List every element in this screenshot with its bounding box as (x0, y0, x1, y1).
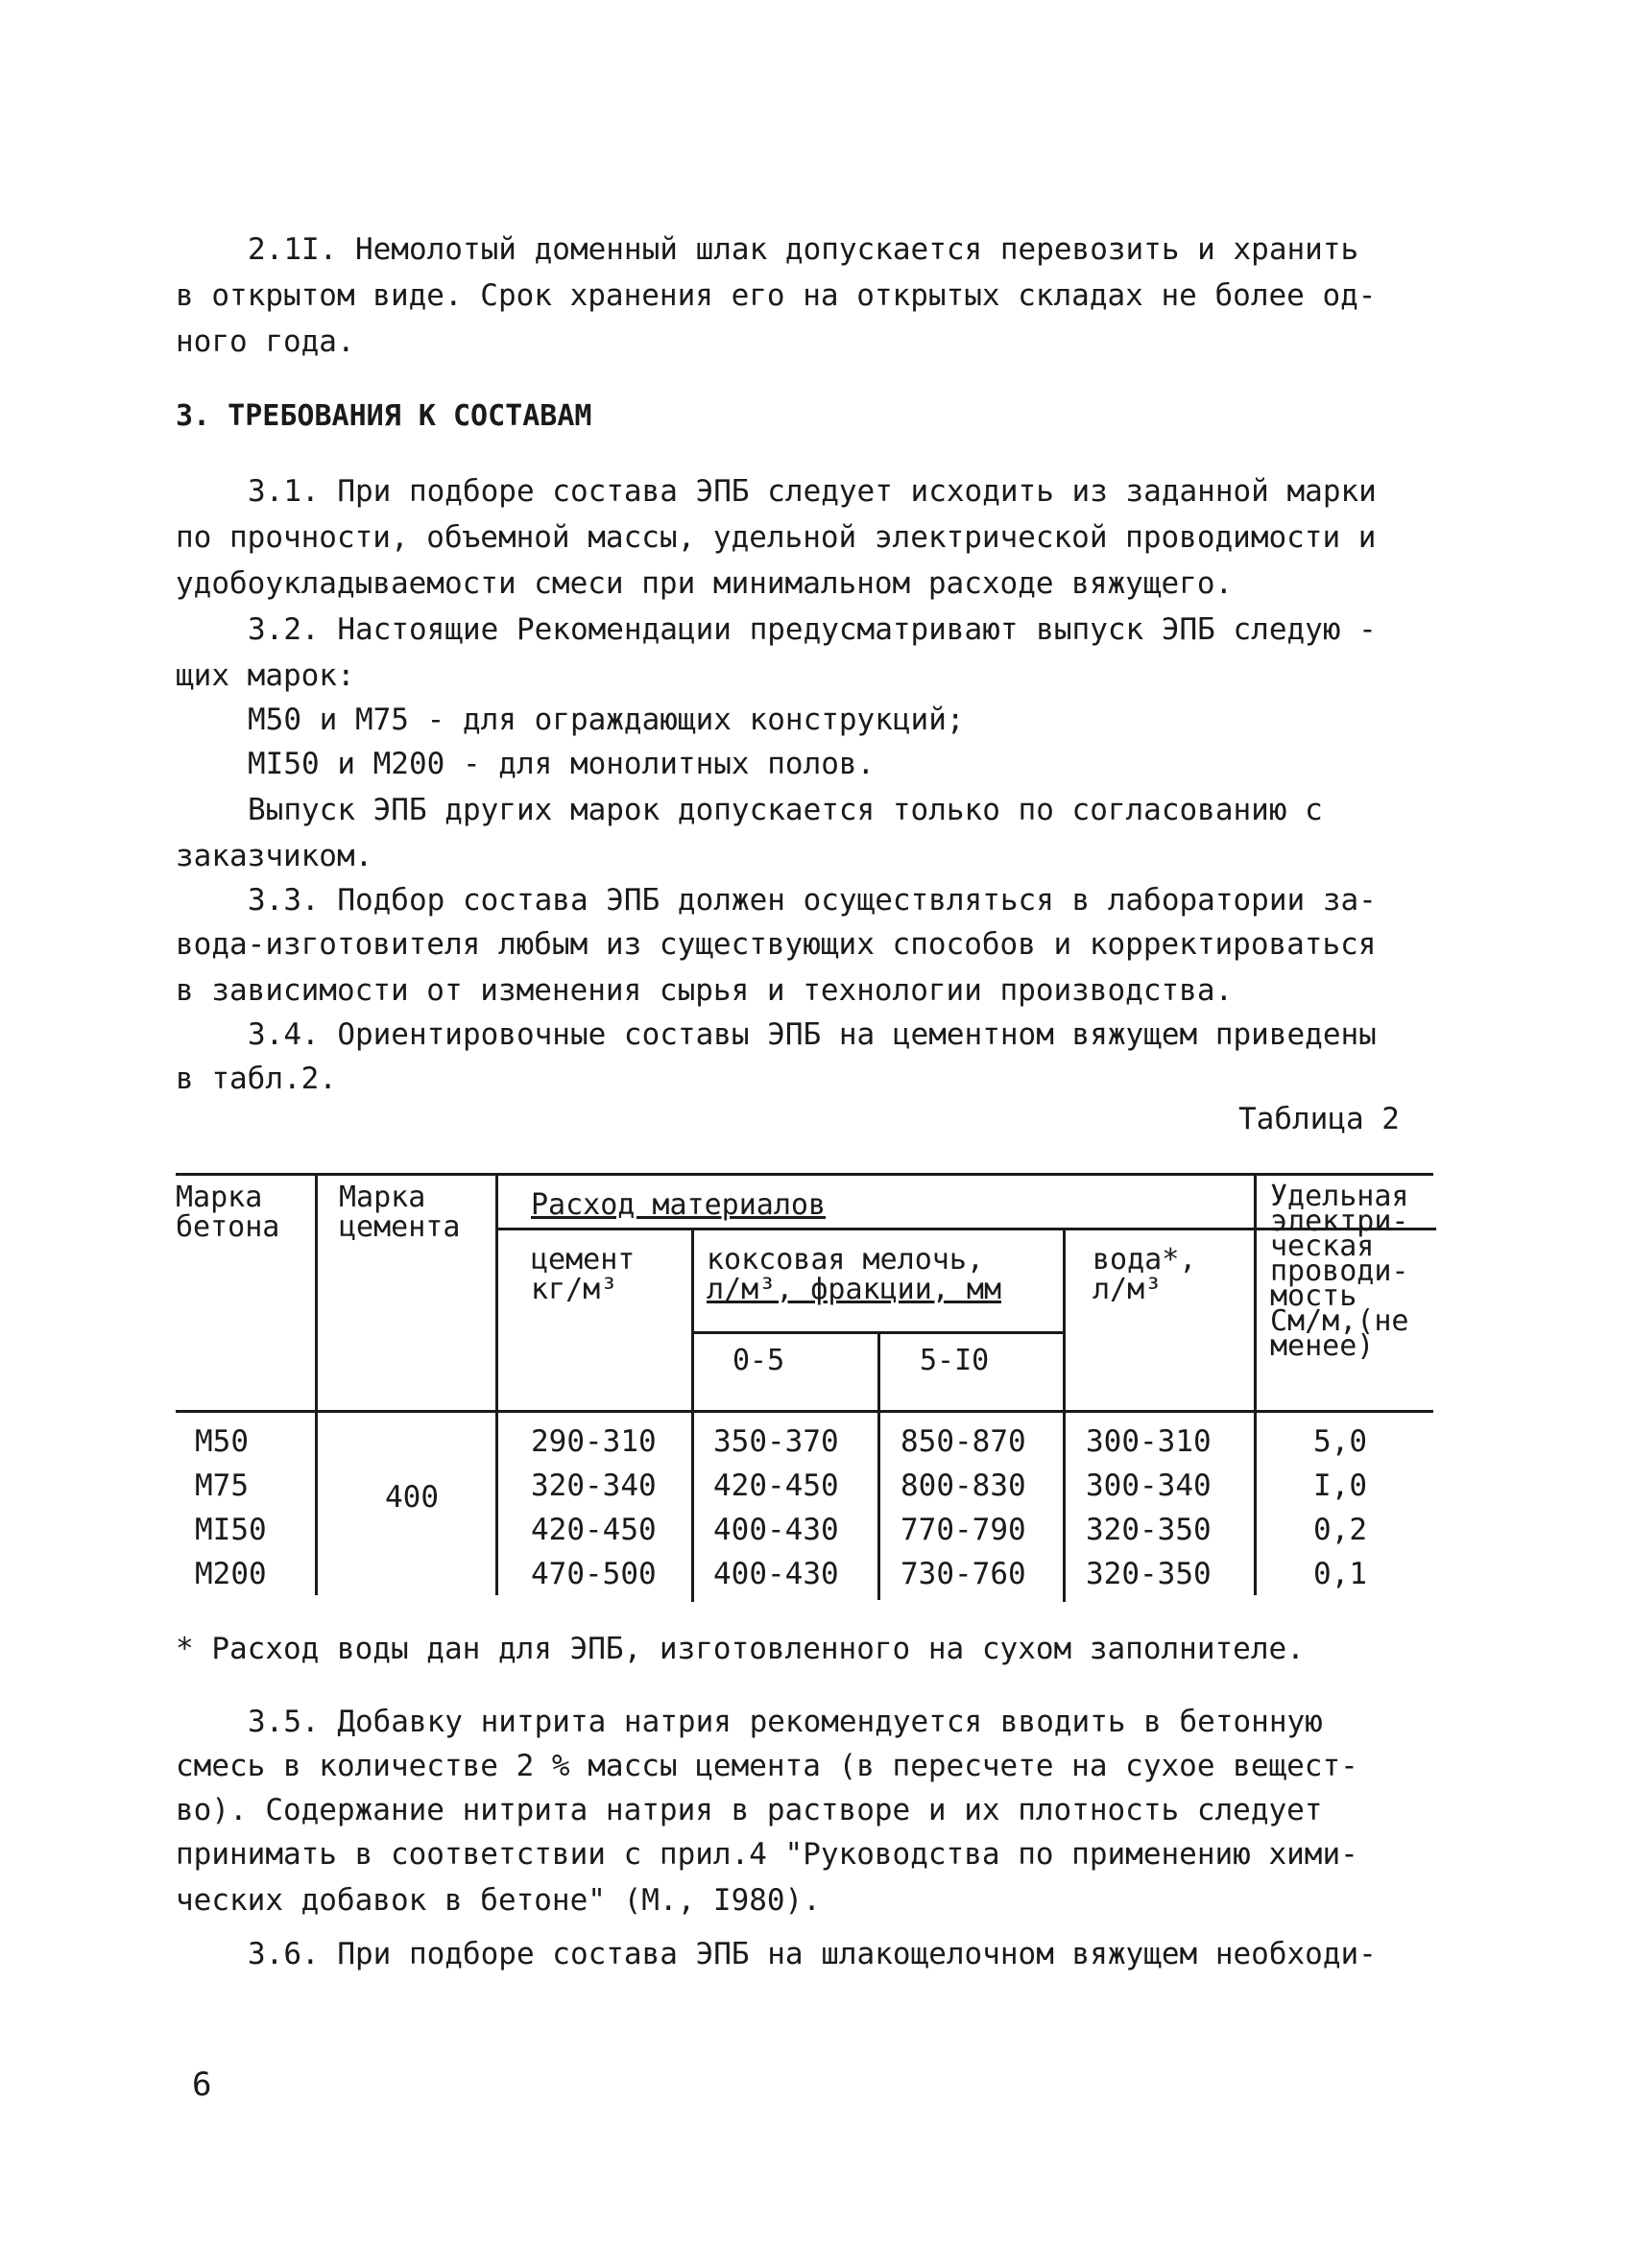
cell-fraction-0-5: 400-430 (713, 1513, 839, 1547)
text-line: МI50 и М200 - для монолитных полов. (248, 747, 876, 781)
header-text: проводи- (1270, 1254, 1409, 1288)
cell-fraction-5-10: 770-790 (901, 1513, 1026, 1547)
header-cement-kg (531, 1245, 635, 1304)
header-material-consumption: Расход материалов (531, 1188, 827, 1222)
text-line: щих марок: (176, 658, 355, 693)
cell-conductivity: 0,1 (1313, 1557, 1367, 1591)
header-text: менее) (1270, 1329, 1375, 1363)
header-text: Удельная (1270, 1180, 1409, 1213)
table-col-rule (315, 1173, 318, 1595)
table-caption: Таблица 2 (1238, 1102, 1400, 1136)
cell-fraction-5-10: 730-760 (901, 1557, 1026, 1591)
section-heading: 3. ТРЕБОВАНИЯ К СОСТАВАМ (176, 399, 592, 433)
text-line: во). Содержание нитрита натрия в растворе и их плотность следует (176, 1793, 1323, 1827)
cell-water: 300-340 (1086, 1468, 1212, 1503)
text-line: вода-изготовителя любым из существующих способов и корректироваться (176, 927, 1377, 962)
text-line: по прочности, объемной массы, удельной электрической проводимости и (176, 520, 1377, 555)
text-line: 3.6. При подборе состава ЭПБ на шлакощелочном вяжущем необходи- (248, 1937, 1377, 1971)
table-col-rule (1063, 1228, 1066, 1602)
header-text: ческая (1270, 1229, 1375, 1263)
header-text: кг/м³ (531, 1273, 618, 1306)
header-text: См/м,(не (1270, 1304, 1409, 1338)
header-text: вода*, (1093, 1243, 1197, 1277)
header-fraction-5-10: 5-I0 (920, 1344, 990, 1377)
cell-grade: МI50 (195, 1513, 267, 1547)
header-text: электри- (1270, 1205, 1409, 1238)
header-cement-grade (339, 1182, 460, 1242)
text-line: 3.3. Подбор состава ЭПБ должен осуществляться в лаборатории за- (248, 883, 1377, 918)
text-line: М50 и М75 - для ограждающих конструкций; (248, 703, 965, 737)
text-line: ного года. (176, 324, 355, 359)
cell-grade: М75 (195, 1468, 249, 1503)
text-line: 3.4. Ориентировочные составы ЭПБ на цементном вяжущем приведены (248, 1017, 1377, 1052)
text-line: принимать в соответствии с прил.4 "Руководства по применению хими- (176, 1837, 1358, 1872)
cell-water: 320-350 (1086, 1513, 1212, 1547)
header-text: л/м³ (1093, 1273, 1163, 1306)
table-col-rule (691, 1228, 694, 1602)
cell-grade: М200 (195, 1557, 267, 1591)
header-text: цемент (531, 1243, 636, 1277)
cell-water: 300-310 (1086, 1424, 1212, 1459)
cell-fraction-5-10: 850-870 (901, 1424, 1026, 1459)
cell-conductivity: I,0 (1313, 1468, 1367, 1503)
text-line: 3.1. При подборе состава ЭПБ следует исходить из заданной марки (248, 474, 1377, 509)
cell-cement: 420-450 (531, 1513, 657, 1547)
table-footnote: * Расход воды дан для ЭПБ, изготовленного на сухом заполнителе. (176, 1632, 1305, 1666)
header-fraction-0-5: 0-5 (732, 1344, 785, 1377)
text-line: удобоукладываемости смеси при минимальном расходе вяжущего. (176, 566, 1234, 601)
cell-grade: М50 (195, 1424, 249, 1459)
table-col-rule (877, 1331, 880, 1600)
cell-cement: 470-500 (531, 1557, 657, 1591)
table-fraction-rule (691, 1331, 1063, 1334)
text-line: смесь в количестве 2 % массы цемента (в пересчете на сухое вещест- (176, 1749, 1358, 1783)
header-conductivity (1270, 1180, 1409, 1363)
text-line: в открытом виде. Срок хранения его на открытых складах не более од- (176, 278, 1377, 313)
header-text: бетона (176, 1210, 280, 1244)
text-line: ческих добавок в бетоне" (М., I980). (176, 1883, 821, 1918)
table-top-rule (176, 1173, 1433, 1176)
text-line: Выпуск ЭПБ других марок допускается только по согласованию с (248, 793, 1323, 827)
table-header-rule (176, 1410, 1433, 1413)
header-coke-breeze (707, 1245, 1001, 1304)
text-line: 3.2. Настоящие Рекомендации предусматривают выпуск ЭПБ следую - (248, 612, 1377, 647)
text-line: в зависимости от изменения сырья и технологии производства. (176, 973, 1234, 1008)
header-water (1093, 1245, 1196, 1304)
header-concrete-grade (176, 1182, 279, 1242)
table-col-rule (1254, 1173, 1257, 1595)
cell-cement: 320-340 (531, 1468, 657, 1503)
composition-table (176, 1173, 1433, 1614)
header-text: л/м³, фракции, мм (707, 1273, 1002, 1306)
cell-cement-grade: 400 (385, 1480, 439, 1515)
text-line: 2.1I. Немолотый доменный шлак допускается перевозить и хранить (248, 232, 1359, 267)
cell-conductivity: 0,2 (1313, 1513, 1367, 1547)
page-number: 6 (192, 2065, 212, 2104)
header-text: Марка (339, 1181, 426, 1214)
cell-fraction-0-5: 350-370 (713, 1424, 839, 1459)
cell-fraction-0-5: 400-430 (713, 1557, 839, 1591)
table-col-rule (495, 1173, 498, 1595)
cell-cement: 290-310 (531, 1424, 657, 1459)
cell-fraction-5-10: 800-830 (901, 1468, 1026, 1503)
text-line: в табл.2. (176, 1062, 337, 1096)
header-text: цемента (339, 1210, 461, 1244)
header-text: коксовая мелочь, (707, 1243, 984, 1277)
cell-conductivity: 5,0 (1313, 1424, 1367, 1459)
cell-water: 320-350 (1086, 1557, 1212, 1591)
text-line: заказчиком. (176, 839, 373, 873)
header-text: мость (1270, 1279, 1357, 1313)
header-text: Марка (176, 1181, 263, 1214)
cell-fraction-0-5: 420-450 (713, 1468, 839, 1503)
text-line: 3.5. Добавку нитрита натрия рекомендуется вводить в бетонную (248, 1705, 1323, 1739)
